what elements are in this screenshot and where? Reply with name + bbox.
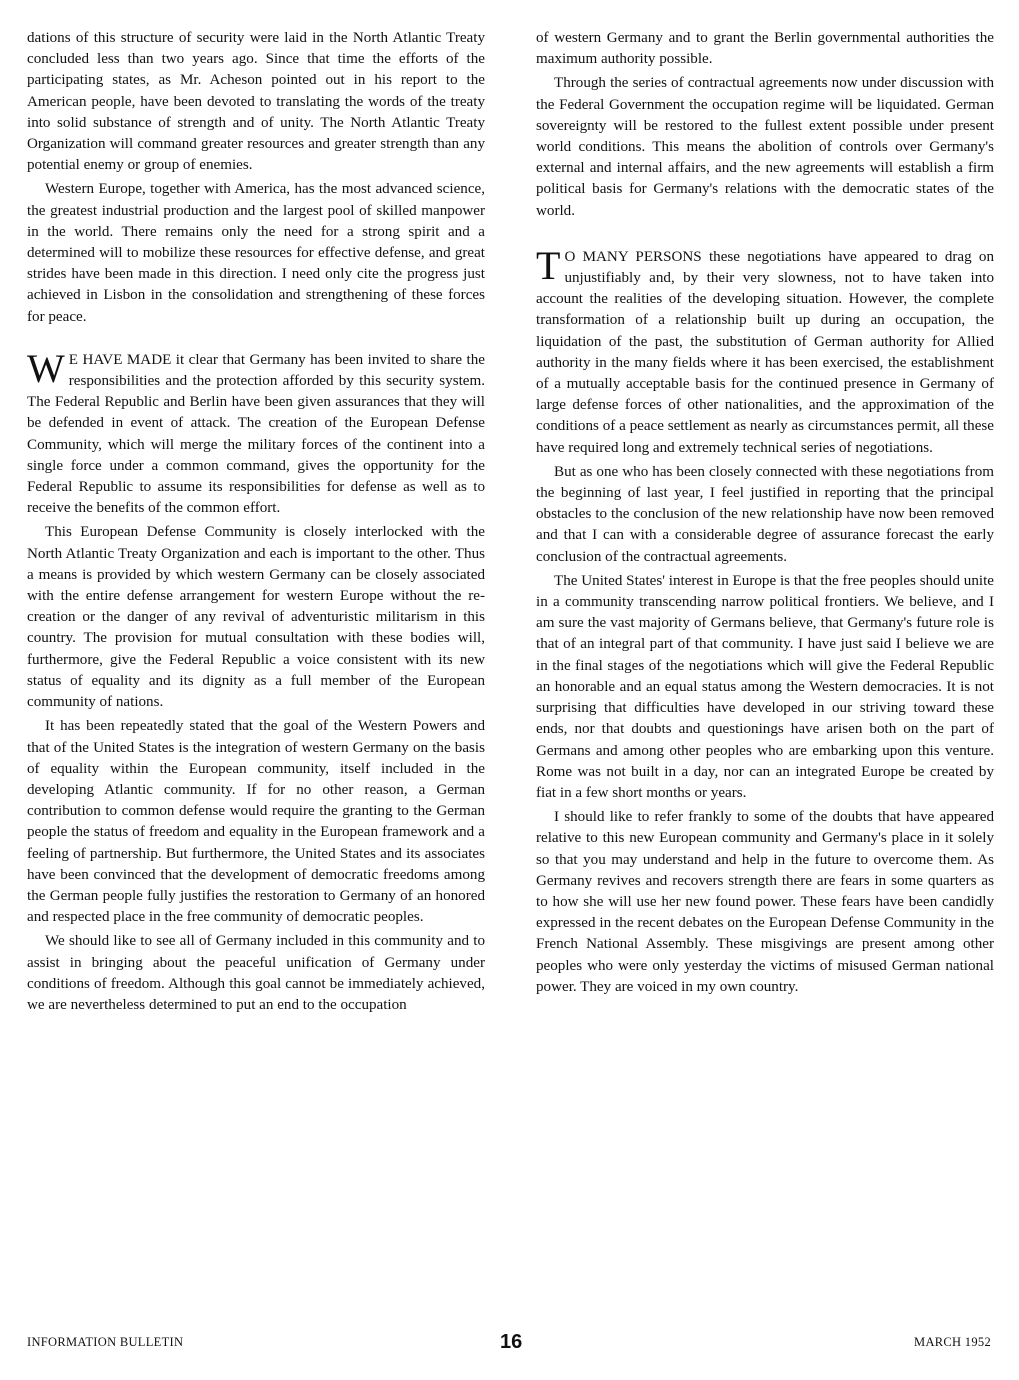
lead-in-caps: E HAVE MADE [68,351,172,368]
paragraph: This European Defense Community is closely interlocked with the North Atlantic Treaty Organization and each is important to the other. Thus a means is provided by which western Germany can be closely associated with the entire defense arrangement for western Europe without the re-creation or the danger of any revival of adventuristic militarism in this country. The provision for mutual consultation with these bodies will, furthermore, give the Federal Republic a voice consistent with its new status of equality and its dignity as a full member of the European community of nations. [27,524,485,711]
lead-in-caps: O MANY PERSONS [564,248,702,265]
paragraph: It has been repeatedly stated that the goal of the Western Powers and that of the United States is the integration of western Germany on the basis of equality within the European community, itself included in the developing Atlantic community. If for no other reason, a German contribution to common defense would require the granting to the German people the status of freedom and equality in the European framework and a feeling of partnership. But furthermore, the United States and its associates have been convinced that the development of democratic freedoms among the German people fully justifies the restoration to Germany of an honored and respected place in the free community of democratic peoples. [27,718,485,926]
right-column [536,28,994,1001]
paragraph: We should like to see all of Germany included in this community and to assist in bringing about the peaceful unification of Germany under conditions of freedom. Although this goal cannot be immediately achieved, we are nevertheless determined to put an end to the occupation [27,933,485,1013]
paragraph: But as one who has been closely connected with these negotiations from the beginning of last year, I feel justified in reporting that the principal obstacles to the conclusion of the new relationship have now been removed and that I can with a considerable degree of assurance forecast the early conclusion of the contractual agreements. [536,463,994,565]
paragraph: The United States' interest in Europe is that the free peoples should unite in a community transcending narrow political frontiers. We believe, and I am sure the vast majority of Germans believe, that Germany's future role is that of an integral part of that community. I have just said I believe we are in the final stages of the negotiations which will give the Federal Republic an honorable and an equal status among the Western democracies. It is not surprising that difficulties have developed in our striving toward these ends, nor that doubts and questionings have arisen both on the part of Germans and among other peoples who are embarking upon this venture. Rome was not built in a day, nor can an integrated Europe be created by fiat in a few short months or years. [536,572,994,801]
paragraph: of western Germany and to grant the Berlin governmental authorities the maximum authority possible. [536,30,994,68]
page-number: 16 [500,1331,523,1353]
paragraph: Western Europe, together with America, has the most advanced science, the greatest industrial production and the largest pool of skilled manpower in the world. There remains only the need for a strong spirit and a determined will to mobilize these resources for effective defense, and great strides have been made in this direction. I need only cite the progress just achieved in Lisbon in the consolidation and strengthening of these forces for peace. [27,181,485,325]
issue-date: MARCH 1952 [914,1335,991,1349]
paragraph: Through the series of contractual agreements now under discussion with the Federal Government the occupation regime will be liquidated. German sovereignty will be restored to the fullest extent possible under present world conditions. This means the abolition of controls over Germany's external and internal affairs, and the new agreements will establish a firm political basis for Germany's relations with the democratic states of the world. [536,75,994,219]
section-opening-paragraph [27,345,485,520]
paragraph: I should like to refer frankly to some of the doubts that have appeared relative to this new European community and Germany's place in it solely so that you may understand and help in the future to overcome them. As Germany revives and recovers strength there are fears in some quarters as to how she will use her new found power. These fears have been candidly expressed in the recent debates on the European Defense Community in the French National Assembly. These misgivings are present among other peoples who were only yesterday the victims of misused German national power. They are voiced in my own country. [536,809,994,995]
paragraph-text: these negotiations have appeared to drag on unjustifiably and, by their very slowness, not to have taken into account the realities of the developing situation. However, the complete transformation of a relationship built up during an occupation, the liquidation of the past, the substitution of German authority for Allied authority in the many fields where it has been exercised, the establishment of a mutually acceptable basis for the continued presence in Germany of large defense forces of other nationalities, and the approximation of the conditions of a peace settlement as nearly as circumstances permit, all these have required long and extremely technical series of negotiations. [536,248,995,456]
drop-cap: T [536,242,561,288]
paragraph-text: it clear that Germany has been invited to share the responsibilities and the protection afforded by this security system. The Federal Republic and Berlin have been given assurances that they will be defended in event of attack. The creation of the European Defense Community, which will merge the military forces of the continent into a single force under a common command, gives the opportunity for the Federal Republic to assume its responsibilities for defense as well as to receive the benefits of the common effort. [27,351,485,517]
left-column [27,28,485,1019]
section-opening-paragraph [536,242,995,459]
page-footer [0,1331,1019,1355]
publication-name: INFORMATION BULLETIN [27,1335,184,1349]
drop-cap: W [27,345,65,391]
paragraph: dations of this structure of security were laid in the North Atlantic Treaty concluded less than two years ago. Since that time the efforts of the participating states, as Mr. Acheson pointed out in his report to the American people, have been devoted to translating the words of the treaty into solid substance of strength and of unity. The North Atlantic Treaty Organization will command greater resources and greater strength than any potential enemy or group of enemies. [27,30,485,174]
